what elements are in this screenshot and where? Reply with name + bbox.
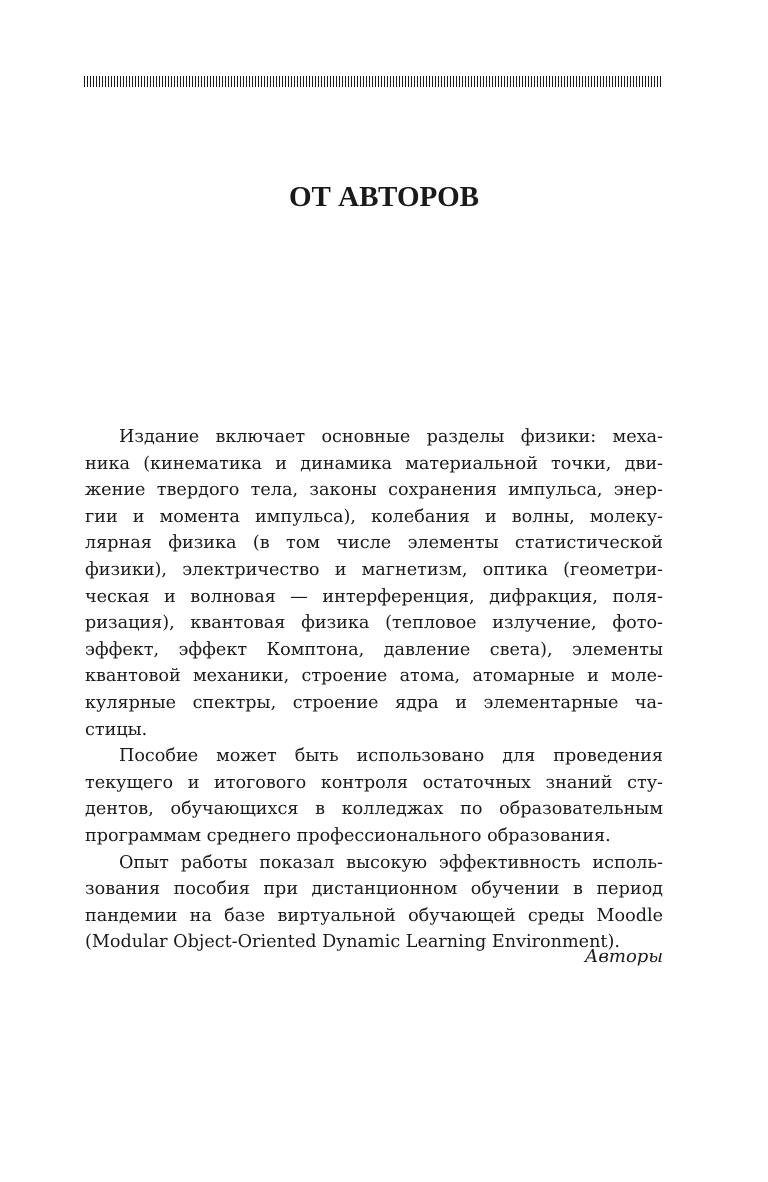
text-line: текущего и итогового контроля остаточных знаний сту- bbox=[85, 772, 663, 793]
text-line: ризация), квантовая физика (тепловое излучение, фото- bbox=[85, 613, 663, 634]
text-line: Пособие может быть использовано для проведения bbox=[119, 746, 663, 767]
text-line: Опыт работы показал высокую эффективность исполь- bbox=[119, 852, 663, 873]
text-line: квантовой механики, строение атома, атомарные и моле- bbox=[85, 666, 663, 687]
text-line: гии и момента импульса), колебания и волны, молеку- bbox=[85, 506, 663, 527]
signature: Авторы bbox=[584, 946, 663, 967]
text-line: эффект, эффект Комптона, давление света), элементы bbox=[85, 639, 663, 660]
page-title: ОТ АВТОРОВ bbox=[288, 181, 479, 213]
text-line: Издание включает основные разделы физики: меха- bbox=[119, 427, 663, 447]
text-line: кулярные спектры, строение ядра и элементарные ча- bbox=[85, 692, 663, 713]
text-line: ческая и волновая — интерференция, дифракция, поля- bbox=[85, 586, 663, 607]
paragraph-usage bbox=[85, 743, 663, 849]
text-line: жение твердого тела, законы сохранения импульса, энер- bbox=[85, 480, 663, 501]
text-line: физики), электричество и магнетизм, оптика (геометри- bbox=[85, 559, 663, 580]
text-line: лярная физика (в том числе элементы статистической bbox=[85, 533, 663, 554]
text-line: программам среднего профессионального образования. bbox=[85, 825, 611, 846]
text-line: (Modular Object-Oriented Dynamic Learning Environment). bbox=[85, 932, 620, 953]
text-line: ника (кинематика и динамика материальной точки, дви- bbox=[85, 453, 663, 474]
header-rule bbox=[84, 76, 663, 87]
paragraph-contents bbox=[85, 424, 663, 743]
paragraph-experience bbox=[85, 850, 663, 956]
body-text bbox=[85, 424, 663, 956]
text-line: дентов, обучающихся в колледжах по образовательным bbox=[85, 799, 663, 820]
text-line: стицы. bbox=[85, 719, 148, 740]
text-line: зования пособия при дистанционном обучении в период bbox=[85, 879, 663, 900]
text-line: пандемии на базе виртуальной обучающей среды Moodle bbox=[85, 905, 663, 926]
